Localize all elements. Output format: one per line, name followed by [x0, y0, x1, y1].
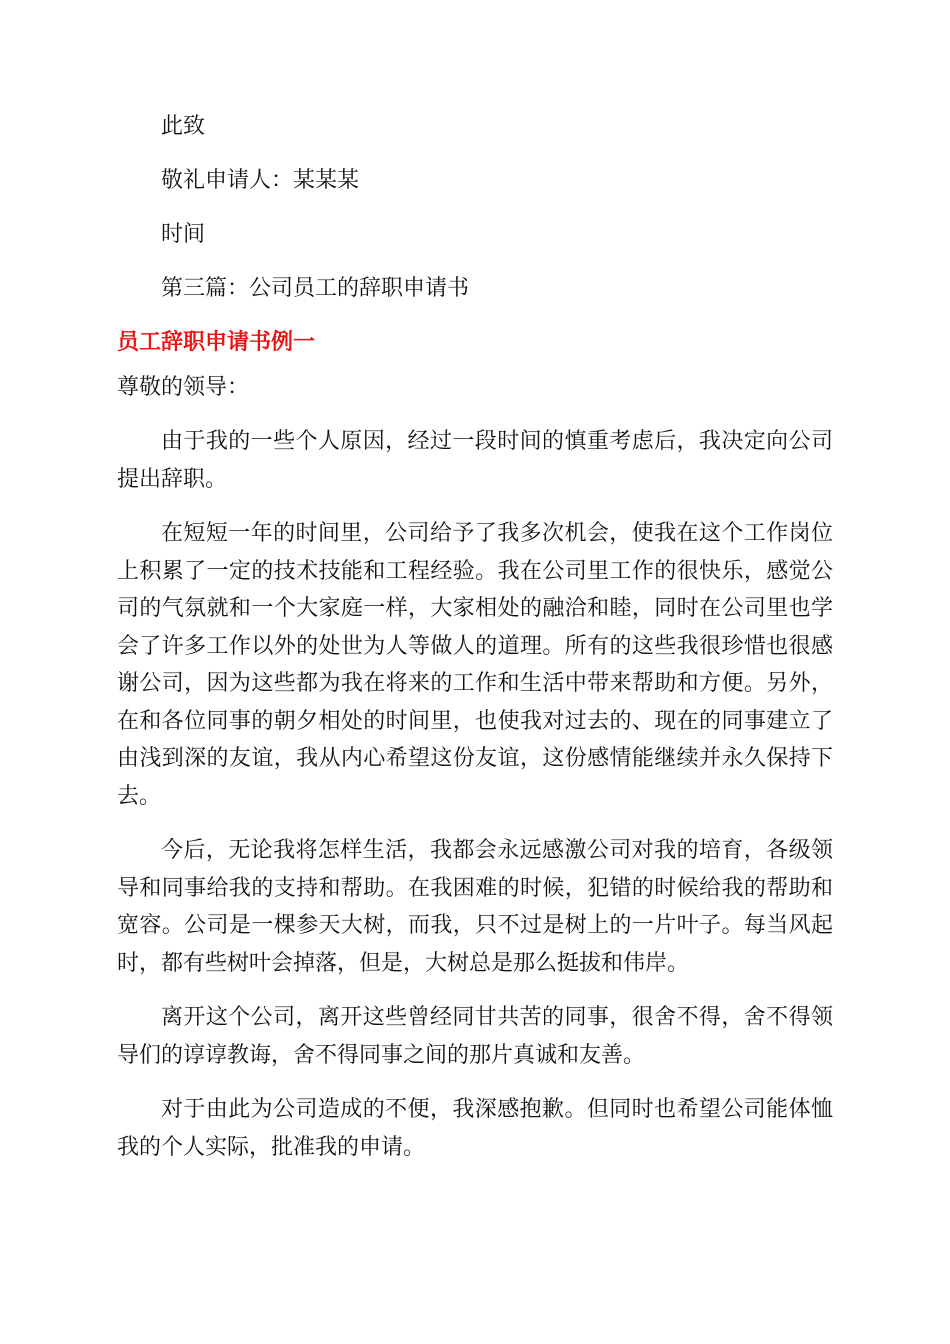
- example-heading: 员工辞职申请书例一: [117, 330, 316, 355]
- paragraph-5: 对于由此为公司造成的不便，我深感抱歉。但同时也希望公司能体恤我的个人实际，批准我的申请。: [117, 1097, 833, 1160]
- paragraph-4: 离开这个公司，离开这些曾经同甘共苦的同事，很舍不得，舍不得领导们的谆谆教诲，舍不得同事之间的那片真诚和友善。: [117, 1005, 833, 1068]
- paragraph-2: 在短短一年的时间里，公司给予了我多次机会，使我在这个工作岗位上积累了一定的技术技能和工程经验。我在公司里工作的很快乐，感觉公司的气氛就和一个大家庭一样，大家相处的融洽和睦，同时在公司里也学会了许多工作以外的处世为人等做人的道理。所有的这些我很珍惜也很感谢公司，因为这些都为我在将来的工作和生活中带来帮助和方便。另外，在和各位同事的朝夕相处的时间里，也使我对过去的、现在的同事建立了由浅到深的友谊，我从内心希望这份友谊，这份感情能继续并永久保持下去。: [117, 521, 833, 809]
- salutation: 尊敬的领导：: [117, 375, 250, 400]
- section-title: 第三篇：公司员工的辞职申请书: [161, 276, 470, 301]
- closing-line-date: 时间: [161, 222, 206, 247]
- closing-line-cizhi: 此致: [161, 114, 206, 139]
- paragraph-3: 今后，无论我将怎样生活，我都会永远感激公司对我的培育，各级领导和同事给我的支持和帮助。在我困难的时候，犯错的时候给我的帮助和宽容。公司是一棵参天大树，而我，只不过是树上的一片叶子。每当风起时，都有些树叶会掉落，但是，大树总是那么挺拔和伟岸。: [117, 838, 833, 976]
- document-body: [117, 108, 833, 1183]
- closing-line-signature: 敬礼申请人：某某某: [161, 168, 360, 193]
- paragraph-1: 由于我的一些个人原因，经过一段时间的慎重考虑后，我决定向公司提出辞职。: [117, 429, 833, 492]
